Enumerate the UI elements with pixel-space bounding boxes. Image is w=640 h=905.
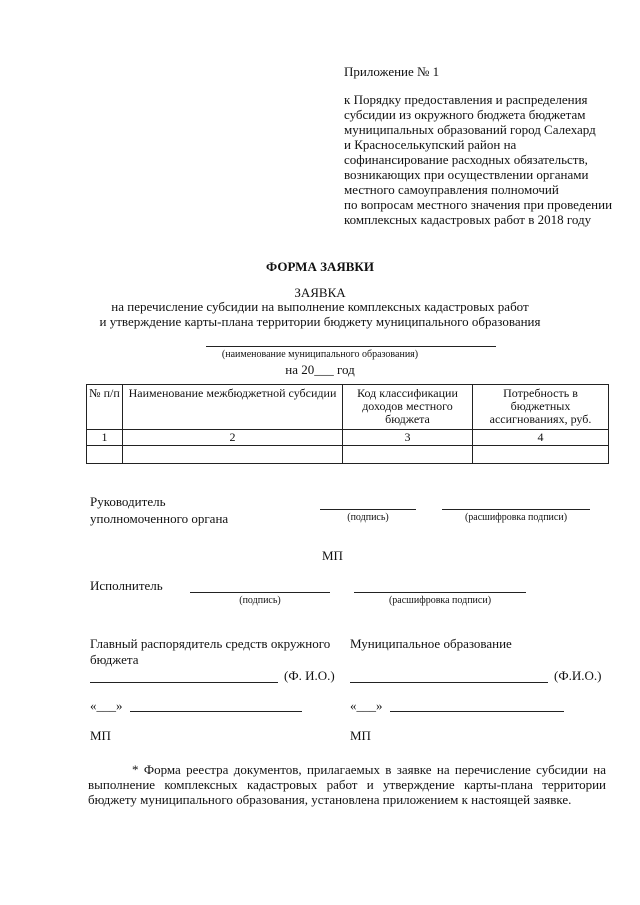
executor-label: Исполнитель bbox=[90, 578, 163, 593]
chief-manager-label-2: бюджета bbox=[90, 652, 139, 667]
chief-manager-name-line bbox=[90, 682, 278, 683]
executor-signature-line bbox=[190, 592, 330, 593]
appendix-line: и Красноселькупский район на bbox=[344, 137, 517, 152]
head-signature-line bbox=[320, 509, 416, 510]
appendix-block bbox=[344, 64, 624, 227]
appendix-line: по вопросам местного значения при проведении bbox=[344, 197, 613, 212]
stamp-place-left: МП bbox=[90, 728, 111, 743]
footnote bbox=[88, 762, 606, 807]
document-subtitle-2: и утверждение карты-плана территории бюджету муниципального образования bbox=[99, 314, 541, 329]
stamp-place-center: МП bbox=[322, 548, 343, 563]
appendix-line: комплексных кадастровых работ в 2018 году bbox=[344, 212, 592, 227]
executor-sign-caption: (подпись) bbox=[239, 595, 281, 606]
header-cell-income-code: Код классификации доходов местного бюджета bbox=[343, 385, 473, 430]
form-title: ФОРМА ЗАЯВКИ bbox=[266, 259, 374, 274]
column-number-cell: 4 bbox=[473, 430, 609, 446]
chief-manager-date-prefix: «___» bbox=[90, 698, 123, 713]
subsidy-table bbox=[86, 384, 609, 464]
table-cell bbox=[343, 446, 473, 464]
appendix-line: к Порядку предоставления и распределения bbox=[344, 92, 588, 107]
year-line: на 20___ год bbox=[285, 362, 355, 377]
table-cell bbox=[473, 446, 609, 464]
header-cell-subsidy-name: Наименование межбюджетной субсидии bbox=[123, 385, 343, 430]
head-label-1: Руководитель bbox=[90, 494, 166, 509]
stamp-place-right: МП bbox=[350, 728, 371, 743]
table-number-row bbox=[87, 430, 609, 446]
chief-manager-date-line bbox=[130, 711, 302, 712]
table-cell bbox=[123, 446, 343, 464]
municipality-label: Муниципальное образование bbox=[350, 636, 512, 651]
header-cell-need: Потребность в бюджетных ассигнованиях, руб. bbox=[473, 385, 609, 430]
executor-name-line bbox=[354, 592, 526, 593]
head-name-line bbox=[442, 509, 590, 510]
head-sign-caption: (подпись) bbox=[347, 512, 389, 523]
table-header-row bbox=[87, 385, 609, 430]
column-number-cell: 2 bbox=[123, 430, 343, 446]
appendix-line: местного самоуправления полномочий bbox=[344, 182, 559, 197]
chief-manager-label-1: Главный распорядитель средств окружного bbox=[90, 636, 331, 651]
chief-manager-fio: (Ф. И.О.) bbox=[284, 668, 335, 683]
appendix-line: субсидии из окружного бюджета бюджетам bbox=[344, 107, 586, 122]
municipality-date-line bbox=[390, 711, 564, 712]
head-name-caption: (расшифровка подписи) bbox=[464, 512, 568, 523]
appendix-line: муниципальных образований город Салехард bbox=[344, 122, 596, 137]
municipality-name-line bbox=[206, 346, 496, 347]
column-number-cell: 1 bbox=[87, 430, 123, 446]
appendix-line: возникающих при осуществлении органами bbox=[344, 167, 589, 182]
municipality-caption: (наименование муниципального образования) bbox=[221, 349, 419, 360]
footnote-text: * Форма реестра документов, прилагаемых в заявке на перечисление субсидии на выполнение комплексных кадастровых работ и утверждение карты-плана территории бюджету муниципального образования, установлена приложением к настоящей заявке. bbox=[88, 762, 606, 807]
header-cell-number: № п/п bbox=[87, 385, 123, 430]
municipality-fio: (Ф.И.О.) bbox=[554, 668, 602, 683]
appendix-title: Приложение № 1 bbox=[344, 64, 440, 79]
document-title: ЗАЯВКА bbox=[294, 285, 346, 300]
head-label-2: уполномоченного органа bbox=[90, 511, 229, 526]
appendix-line: софинансирование расходных обязательств, bbox=[344, 152, 588, 167]
column-number-cell: 3 bbox=[343, 430, 473, 446]
table-cell bbox=[87, 446, 123, 464]
document-subtitle-1: на перечисление субсидии на выполнение комплексных кадастровых работ bbox=[111, 299, 529, 314]
table-row bbox=[87, 446, 609, 464]
municipality-name-sign-line bbox=[350, 682, 548, 683]
municipality-date-prefix: «___» bbox=[350, 698, 383, 713]
executor-name-caption: (расшифровка подписи) bbox=[388, 595, 492, 606]
